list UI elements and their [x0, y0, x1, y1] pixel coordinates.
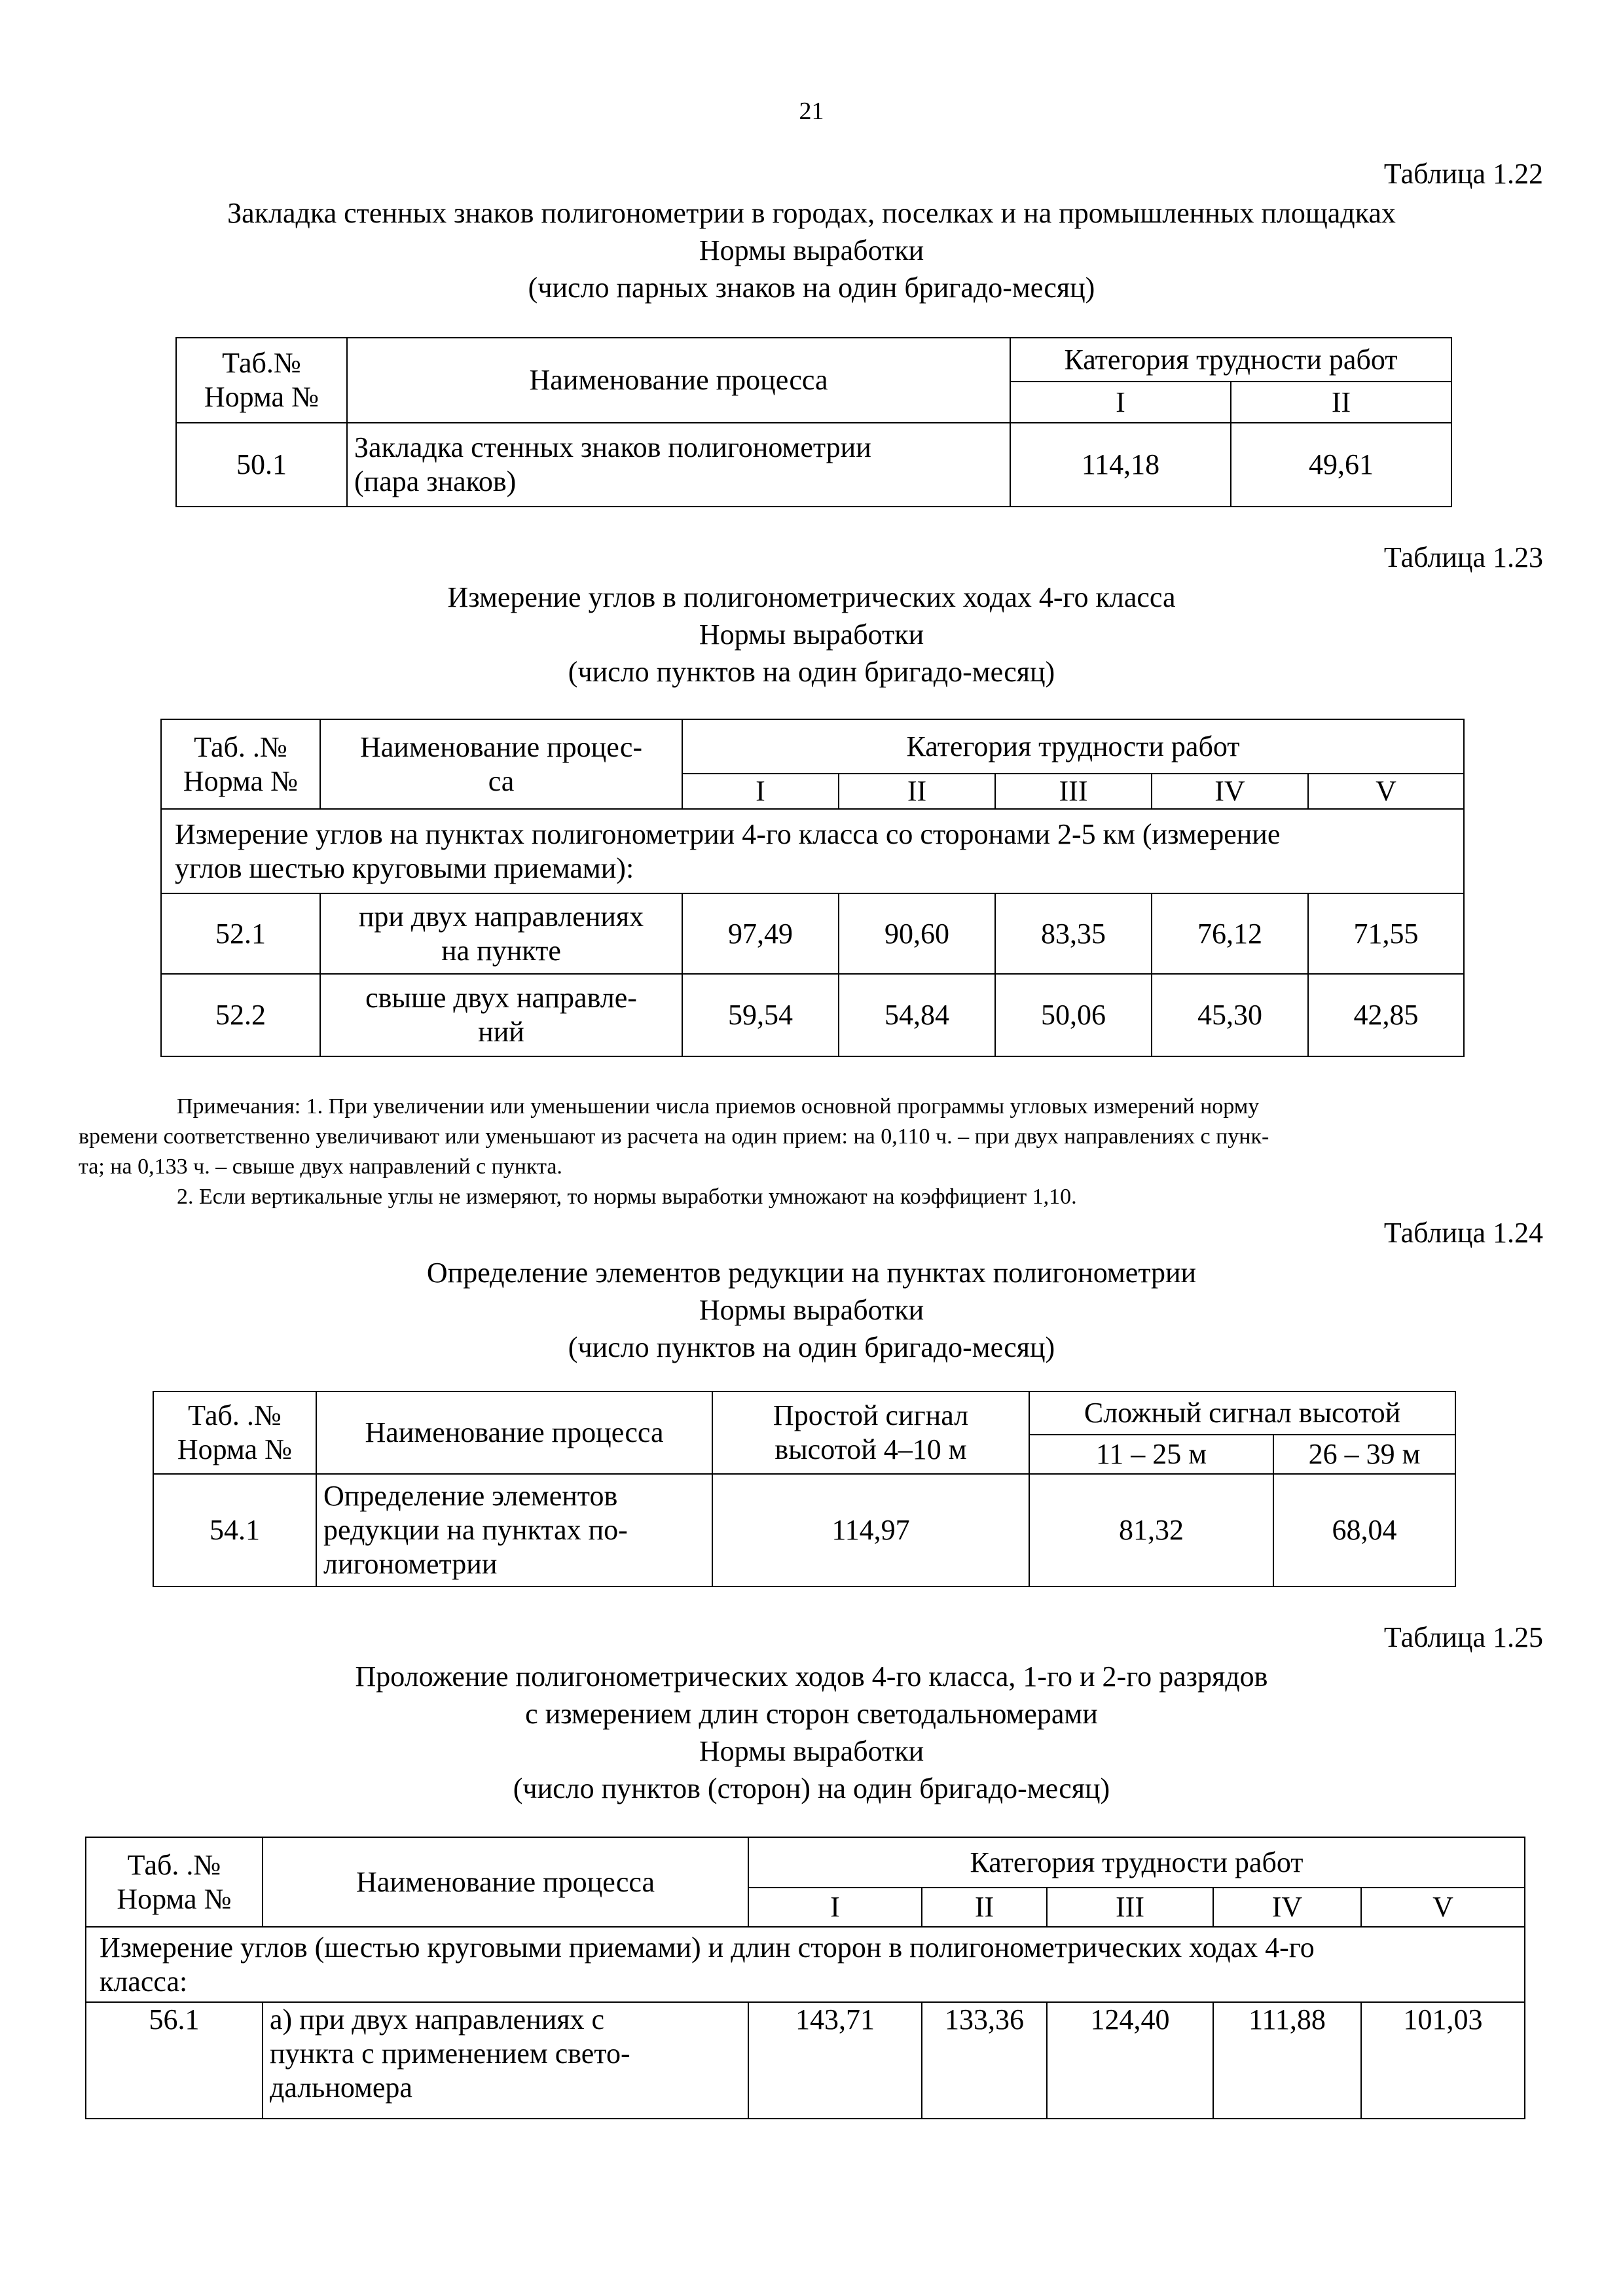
row-value: 42,85	[1308, 974, 1464, 1056]
row-value: 83,35	[995, 893, 1152, 974]
group-row: Измерение углов на пунктах полигонометрии 4-го класса со сторонами 2-5 км (измерение углов шестью круговыми приемами):	[161, 809, 1464, 893]
header-category: Категория трудности работ	[748, 1837, 1525, 1888]
title-line: Нормы выработки	[699, 1294, 924, 1326]
title-line: Нормы выработки	[699, 1735, 924, 1767]
header-tab-no: Таб. .№ Норма №	[153, 1391, 316, 1474]
title-line: (число пунктов на один бригадо-месяц)	[568, 1331, 1055, 1363]
title-line: Нормы выработки	[699, 234, 924, 266]
header-col: III	[1047, 1888, 1213, 1927]
header-col: II	[839, 774, 995, 809]
header-process: Наименование процесса	[347, 338, 1010, 423]
notes	[79, 1092, 1544, 1212]
title-line: Нормы выработки	[699, 619, 924, 651]
table-row	[161, 893, 1464, 974]
table-label-1-25: Таблица 1.25	[1383, 1621, 1543, 1653]
row-value: 97,49	[682, 893, 839, 974]
row-process: а) при двух направлениях с пункта с применением свето- дальномера	[263, 2002, 748, 2119]
note-line: Примечания: 1. При увеличении или уменьшении числа приемов основной программы угловых измерений норму	[177, 1094, 1260, 1119]
title-line: Проложение полигонометрических ходов 4-го класса, 1-го и 2-го разрядов	[355, 1660, 1268, 1693]
header-tab-no: Таб.№ Норма №	[176, 338, 347, 423]
table-1-24	[153, 1391, 1456, 1587]
header-col: V	[1361, 1888, 1525, 1927]
title-line: Измерение углов в полигонометрических ходах 4-го класса	[447, 581, 1176, 613]
header-col: III	[995, 774, 1152, 809]
row-value: 45,30	[1152, 974, 1308, 1056]
row-value: 124,40	[1047, 2002, 1213, 2119]
table-title-1-25	[0, 1658, 1623, 1807]
title-line: Определение элементов редукции на пунктах полигонометрии	[426, 1257, 1197, 1289]
title-line: (число пунктов (сторон) на один бригадо-месяц)	[513, 1772, 1110, 1804]
row-no: 54.1	[153, 1474, 316, 1587]
row-no: 50.1	[176, 423, 347, 507]
header-category: Категория трудности работ	[1010, 338, 1451, 382]
table-title-1-24	[0, 1254, 1623, 1366]
row-value: 49,61	[1231, 423, 1451, 507]
header-col: IV	[1152, 774, 1308, 809]
header-col: I	[1010, 382, 1231, 423]
row-value: 143,71	[748, 2002, 922, 2119]
row-no: 56.1	[86, 2002, 263, 2119]
row-no: 52.2	[161, 974, 320, 1056]
row-value: 111,88	[1213, 2002, 1361, 2119]
row-value: 54,84	[839, 974, 995, 1056]
header-process: Наименование процесса	[263, 1837, 748, 1927]
row-value: 68,04	[1273, 1474, 1455, 1587]
group-row: Измерение углов (шестью круговыми приемами) и длин сторон в полигонометрических ходах 4-го класса:	[86, 1927, 1525, 2002]
title-line: Закладка стенных знаков полигонометрии в городах, поселках и на промышленных площадках	[227, 197, 1396, 229]
row-value: 90,60	[839, 893, 995, 974]
table-title-1-23	[0, 579, 1623, 691]
table-row	[176, 423, 1451, 507]
row-value: 81,32	[1029, 1474, 1273, 1587]
note-line: та; на 0,133 ч. – свыше двух направлений с пункта.	[79, 1155, 562, 1179]
table-row	[161, 974, 1464, 1056]
note-line: 2. Если вертикальные углы не измеряют, то нормы выработки умножают на коэффициент 1,10.	[177, 1185, 1077, 1209]
table-title-1-22	[0, 194, 1623, 306]
header-col: I	[748, 1888, 922, 1927]
header-process: Наименование процес- са	[320, 719, 682, 809]
row-value: 59,54	[682, 974, 839, 1056]
row-value: 114,18	[1010, 423, 1231, 507]
table-1-25	[85, 1837, 1525, 2119]
header-col: 11 – 25 м	[1029, 1435, 1273, 1474]
page-number: 21	[799, 98, 824, 125]
header-col: IV	[1213, 1888, 1361, 1927]
table-row	[153, 1474, 1455, 1587]
header-col: II	[1231, 382, 1451, 423]
header-process: Наименование процесса	[316, 1391, 712, 1474]
table-1-22	[175, 337, 1452, 507]
header-tab-no: Таб. .№ Норма №	[161, 719, 320, 809]
table-label-1-23: Таблица 1.23	[1383, 541, 1543, 573]
row-process: свыше двух направле- ний	[320, 974, 682, 1056]
row-value: 114,97	[712, 1474, 1029, 1587]
header-category: Категория трудности работ	[682, 719, 1464, 774]
header-col: I	[682, 774, 839, 809]
note-line: времени соответственно увеличивают или уменьшают из расчета на один прием: на 0,110 ч. – при двух направлениях с пунк-	[79, 1124, 1269, 1149]
header-col: 26 – 39 м	[1273, 1435, 1455, 1474]
title-line: (число парных знаков на один бригадо-месяц)	[528, 272, 1095, 304]
header-tab-no: Таб. .№ Норма №	[86, 1837, 263, 1927]
row-no: 52.1	[161, 893, 320, 974]
table-row	[86, 2002, 1525, 2119]
title-line: с измерением длин сторон светодальномерами	[525, 1698, 1098, 1730]
row-value: 133,36	[922, 2002, 1047, 2119]
header-col: V	[1308, 774, 1464, 809]
row-process: Определение элементов редукции на пунктах по- лигонометрии	[316, 1474, 712, 1587]
header-simple-signal: Простой сигнал высотой 4–10 м	[712, 1391, 1029, 1474]
row-process: при двух направлениях на пункте	[320, 893, 682, 974]
row-value: 101,03	[1361, 2002, 1525, 2119]
row-process: Закладка стенных знаков полигонометрии (пара знаков)	[347, 423, 1010, 507]
row-value: 71,55	[1308, 893, 1464, 974]
header-complex-signal: Сложный сигнал высотой	[1029, 1391, 1455, 1435]
header-col: II	[922, 1888, 1047, 1927]
table-label-1-22: Таблица 1.22	[1383, 158, 1543, 190]
table-label-1-24: Таблица 1.24	[1383, 1217, 1543, 1249]
table-1-23	[160, 719, 1465, 1057]
row-value: 76,12	[1152, 893, 1308, 974]
row-value: 50,06	[995, 974, 1152, 1056]
title-line: (число пунктов на один бригадо-месяц)	[568, 656, 1055, 688]
